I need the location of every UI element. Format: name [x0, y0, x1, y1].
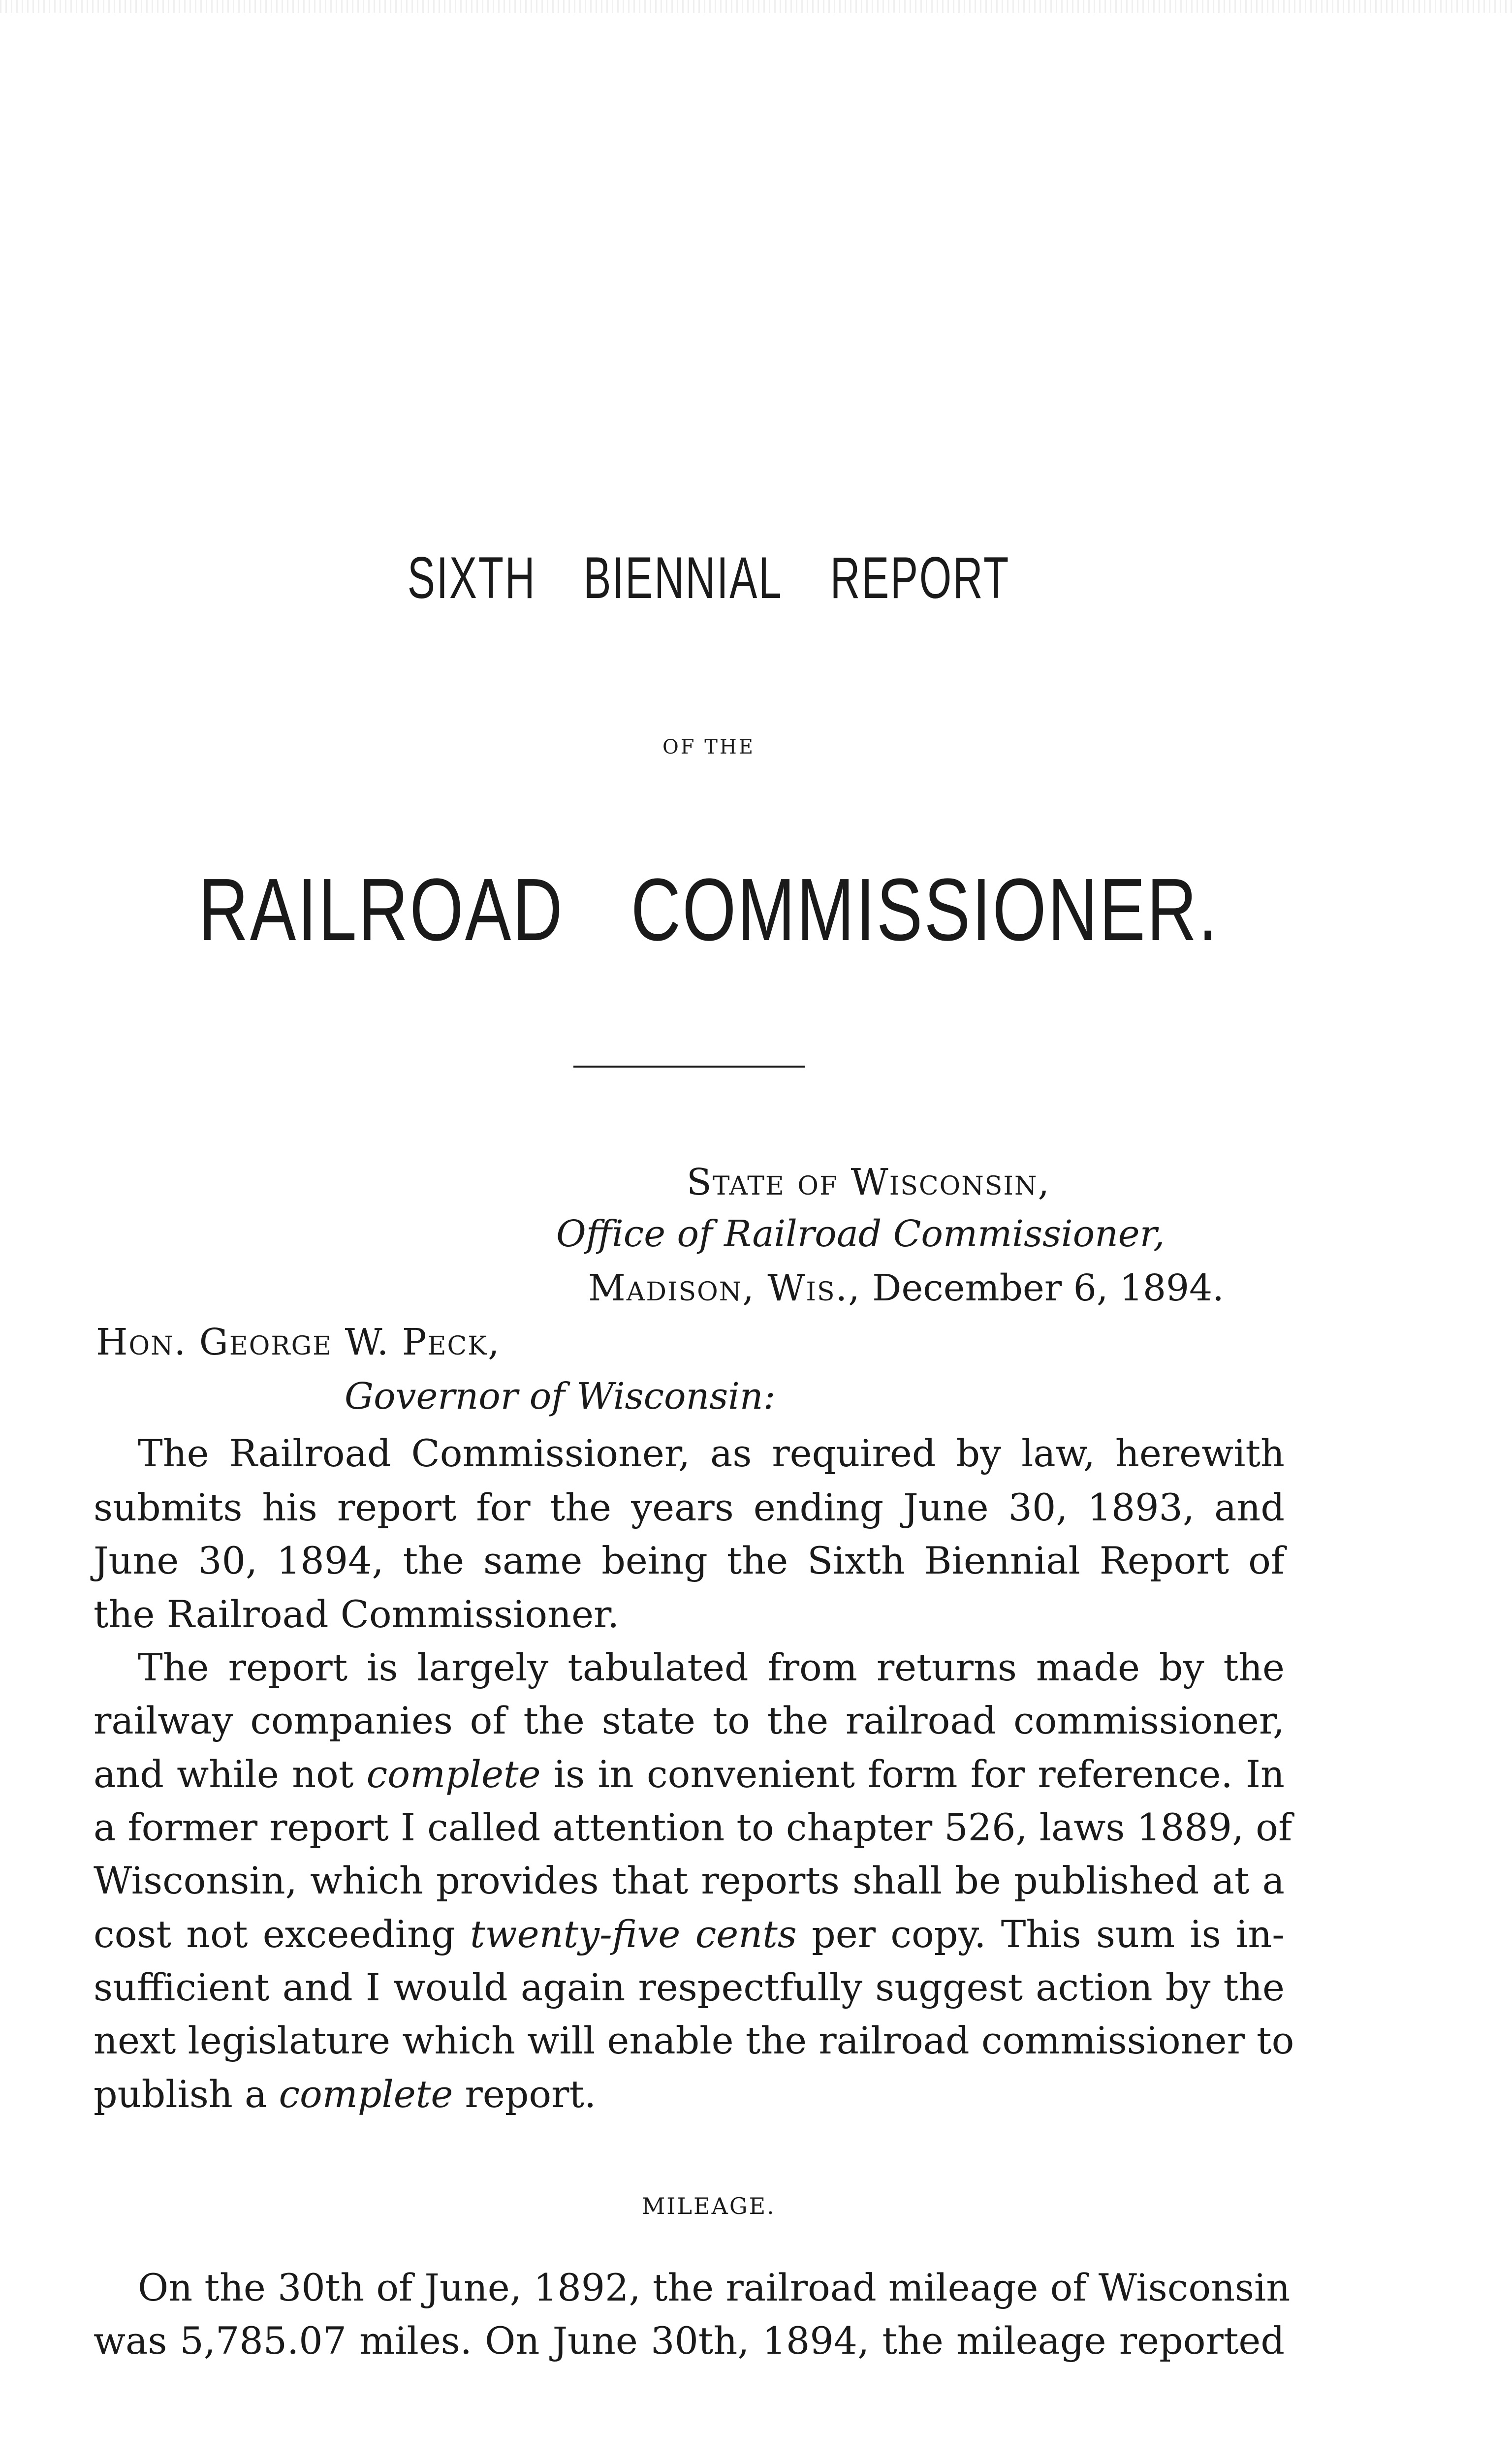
report-title	[213, 544, 1205, 612]
addressee-title: Governor of Wisconsin:	[345, 1375, 776, 1418]
body-line	[94, 1752, 1285, 1796]
body-line: submits his report for the years ending June 30, 1893, and	[94, 1485, 1285, 1529]
body-line: next legislature which will enable the railroad commissioner to	[94, 2019, 1294, 2062]
section-heading-mileage: MILEAGE.	[642, 2193, 776, 2219]
body-text: report.	[465, 2072, 597, 2116]
emphasis-complete: complete	[279, 2072, 453, 2116]
heading-office: Office of Railroad Commissioner,	[556, 1213, 1165, 1255]
body-text: and while not	[94, 1752, 354, 1796]
title-word: REPORT	[830, 545, 1010, 611]
heading-place: Madison, Wis.,	[588, 1267, 861, 1309]
body-text: publish a	[94, 2072, 267, 2116]
body-line: The Railroad Commissioner, as required by law, herewith	[138, 1431, 1285, 1475]
heading-place-date	[588, 1267, 1224, 1309]
body-line: On the 30th of June, 1892, the railroad mileage of Wisconsin	[138, 2266, 1291, 2309]
subtitle-word: RAILROAD	[198, 860, 564, 959]
body-line: Wisconsin, which provides that reports shall be published at a	[94, 1859, 1285, 1902]
scan-edge-noise	[0, 0, 1512, 13]
subtitle-word: COMMISSIONER.	[630, 860, 1219, 959]
body-line	[94, 1912, 1285, 1956]
body-line: the Railroad Commissioner.	[94, 1592, 620, 1636]
heading-date: December 6, 1894.	[872, 1267, 1224, 1309]
title-of-the: OF THE	[662, 736, 756, 758]
heading-state: State of Wisconsin,	[687, 1161, 1050, 1203]
body-line: was 5,785.07 miles. On June 30th, 1894, the mileage reported	[94, 2319, 1285, 2363]
emphasis-complete: complete	[366, 1752, 541, 1796]
addressee-name: Hon. George W. Peck,	[96, 1321, 501, 1363]
title-divider	[573, 1066, 805, 1068]
title-word: SIXTH	[407, 545, 536, 611]
body-text: per copy. This sum is in-	[812, 1912, 1285, 1956]
body-line	[94, 2072, 1285, 2116]
body-text: cost not exceeding	[94, 1912, 455, 1956]
body-text: is in convenient form for reference. In	[553, 1752, 1285, 1796]
emphasis-cost: twenty-five cents	[470, 1912, 797, 1956]
body-line: railway companies of the state to the railroad commissioner,	[94, 1699, 1285, 1742]
report-subtitle	[156, 859, 1261, 961]
body-line: The report is largely tabulated from returns made by the	[138, 1645, 1285, 1689]
body-line: June 30, 1894, the same being the Sixth Biennial Report of	[94, 1539, 1285, 1582]
body-line: sufficient and I would again respectfully suggest action by the	[94, 1965, 1285, 2009]
title-word: BIENNIAL	[583, 545, 783, 611]
body-line: a former report I called attention to chapter 526, laws 1889, of	[94, 1805, 1292, 1849]
